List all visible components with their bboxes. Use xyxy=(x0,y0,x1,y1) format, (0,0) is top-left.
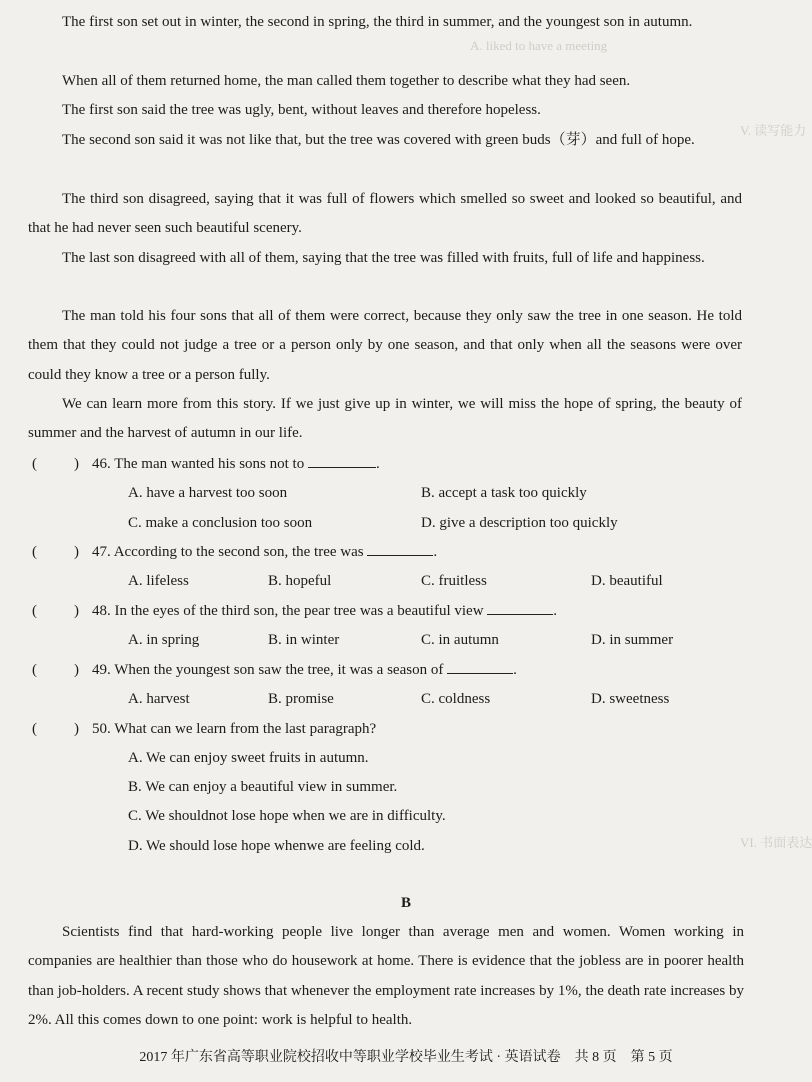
question-47 xyxy=(28,541,748,563)
bleed-through-text: A. liked to have a meeting xyxy=(470,38,608,53)
question-48 xyxy=(28,600,748,622)
answer-paren-open: ( xyxy=(32,721,37,737)
option-c: C. coldness xyxy=(421,691,491,707)
question-stem-end: . xyxy=(375,456,380,472)
story-paragraph: We can learn more from this story. If we just give up in winter, we will miss the hope of spring, the beauty of summer and the harvest of autumn in our life. xyxy=(28,396,742,442)
option-b: B. promise xyxy=(268,691,334,707)
question-stem: The man wanted his sons not to xyxy=(114,456,305,472)
story-paragraph: The first son set out in winter, the second in spring, the third in summer, and the youngest son in autumn. xyxy=(62,14,693,30)
story-paragraph: The man told his four sons that all of them were correct, because they only saw the tree in one season. He told them that they could not judge a tree or a person only by one season, and that only when all the seasons were over could they know a tree or a person fully. xyxy=(28,308,742,383)
bleed-through-text: V. 读写能力 xyxy=(740,123,807,138)
question-50 xyxy=(28,718,748,740)
answer-paren-open: ( xyxy=(32,662,37,678)
question-number: 47. xyxy=(92,544,111,560)
question-stem-end: . xyxy=(553,603,558,619)
option-a: A. in spring xyxy=(128,632,200,648)
story-paragraph: The last son disagreed with all of them, saying that the tree was filled with fruits, full of life and happiness. xyxy=(62,250,705,266)
answer-blank xyxy=(447,659,513,674)
answer-paren-open: ( xyxy=(32,603,37,619)
section-b-title: B xyxy=(400,895,411,911)
option-d: D. in summer xyxy=(591,632,674,648)
answer-paren-close: ) xyxy=(74,456,79,472)
answer-paren-close: ) xyxy=(74,721,79,737)
option-c: C. We shouldnot lose hope when we are in difficulty. xyxy=(128,808,446,824)
question-stem: According to the second son, the tree was xyxy=(113,544,364,560)
answer-blank xyxy=(308,453,376,468)
option-d: D. sweetness xyxy=(591,691,670,707)
answer-paren-close: ) xyxy=(74,662,79,678)
story-paragraph: The first son said the tree was ugly, bent, without leaves and therefore hopeless. xyxy=(62,102,541,118)
question-number: 50. xyxy=(92,721,111,737)
option-a: A. harvest xyxy=(128,691,190,707)
story-paragraph: The third son disagreed, saying that it was full of flowers which smelled so sweet and looked so beautiful, and that he had never seen such beautiful scenery. xyxy=(28,191,742,237)
option-a: A. have a harvest too soon xyxy=(128,485,288,501)
option-c: C. make a conclusion too soon xyxy=(128,515,313,531)
bleed-through-text: VI. 书面表达 xyxy=(740,835,812,850)
option-b: B. accept a task too quickly xyxy=(421,485,587,501)
section-b-paragraph: Scientists find that hard-working people live longer than average men and women. Women working in companies are healthier than those who do housework at home. There is evidence that the jobless are in poorer health than job-holders. A recent study shows that whenever the employment rate increases by 1%, the death rate increases by 2%. All this comes down to one point: work is helpful to health. xyxy=(28,924,744,1029)
option-b: B. hopeful xyxy=(268,573,332,589)
option-c: C. fruitless xyxy=(421,573,487,589)
page-footer: 2017 年广东省高等职业院校招收中等职业学校毕业生考试 · 英语试卷 共 8 页 第 5 页 xyxy=(139,1050,673,1065)
answer-blank xyxy=(367,541,433,556)
answer-paren-close: ) xyxy=(74,603,79,619)
option-c: C. in autumn xyxy=(421,632,499,648)
option-b: B. We can enjoy a beautiful view in summer. xyxy=(128,779,398,795)
option-b: B. in winter xyxy=(268,632,340,648)
question-number: 49. xyxy=(92,662,111,678)
option-d: D. give a description too quickly xyxy=(421,515,618,531)
answer-blank xyxy=(487,600,553,615)
option-d: D. We should lose hope whenwe are feeling cold. xyxy=(128,838,425,854)
answer-paren-open: ( xyxy=(32,456,37,472)
question-stem: In the eyes of the third son, the pear tree was a beautiful view xyxy=(114,603,484,619)
question-stem-end: . xyxy=(513,662,517,678)
question-49 xyxy=(28,659,748,681)
question-number: 46. xyxy=(92,456,111,472)
story-paragraph: The second son said it was not like that, but the tree was covered with green buds（芽）and full of hope. xyxy=(62,132,695,148)
question-number: 48. xyxy=(92,603,111,619)
question-stem: When the youngest son saw the tree, it was a season of xyxy=(114,662,444,678)
question-stem: What can we learn from the last paragraph? xyxy=(114,721,377,737)
option-a: A. We can enjoy sweet fruits in autumn. xyxy=(128,750,369,766)
question-46 xyxy=(28,453,748,475)
story-paragraph: When all of them returned home, the man called them together to describe what they had seen. xyxy=(62,73,631,89)
answer-paren-open: ( xyxy=(32,544,37,560)
answer-paren-close: ) xyxy=(74,544,79,560)
question-stem-end: . xyxy=(433,544,438,560)
option-a: A. lifeless xyxy=(128,573,189,589)
option-d: D. beautiful xyxy=(591,573,663,589)
